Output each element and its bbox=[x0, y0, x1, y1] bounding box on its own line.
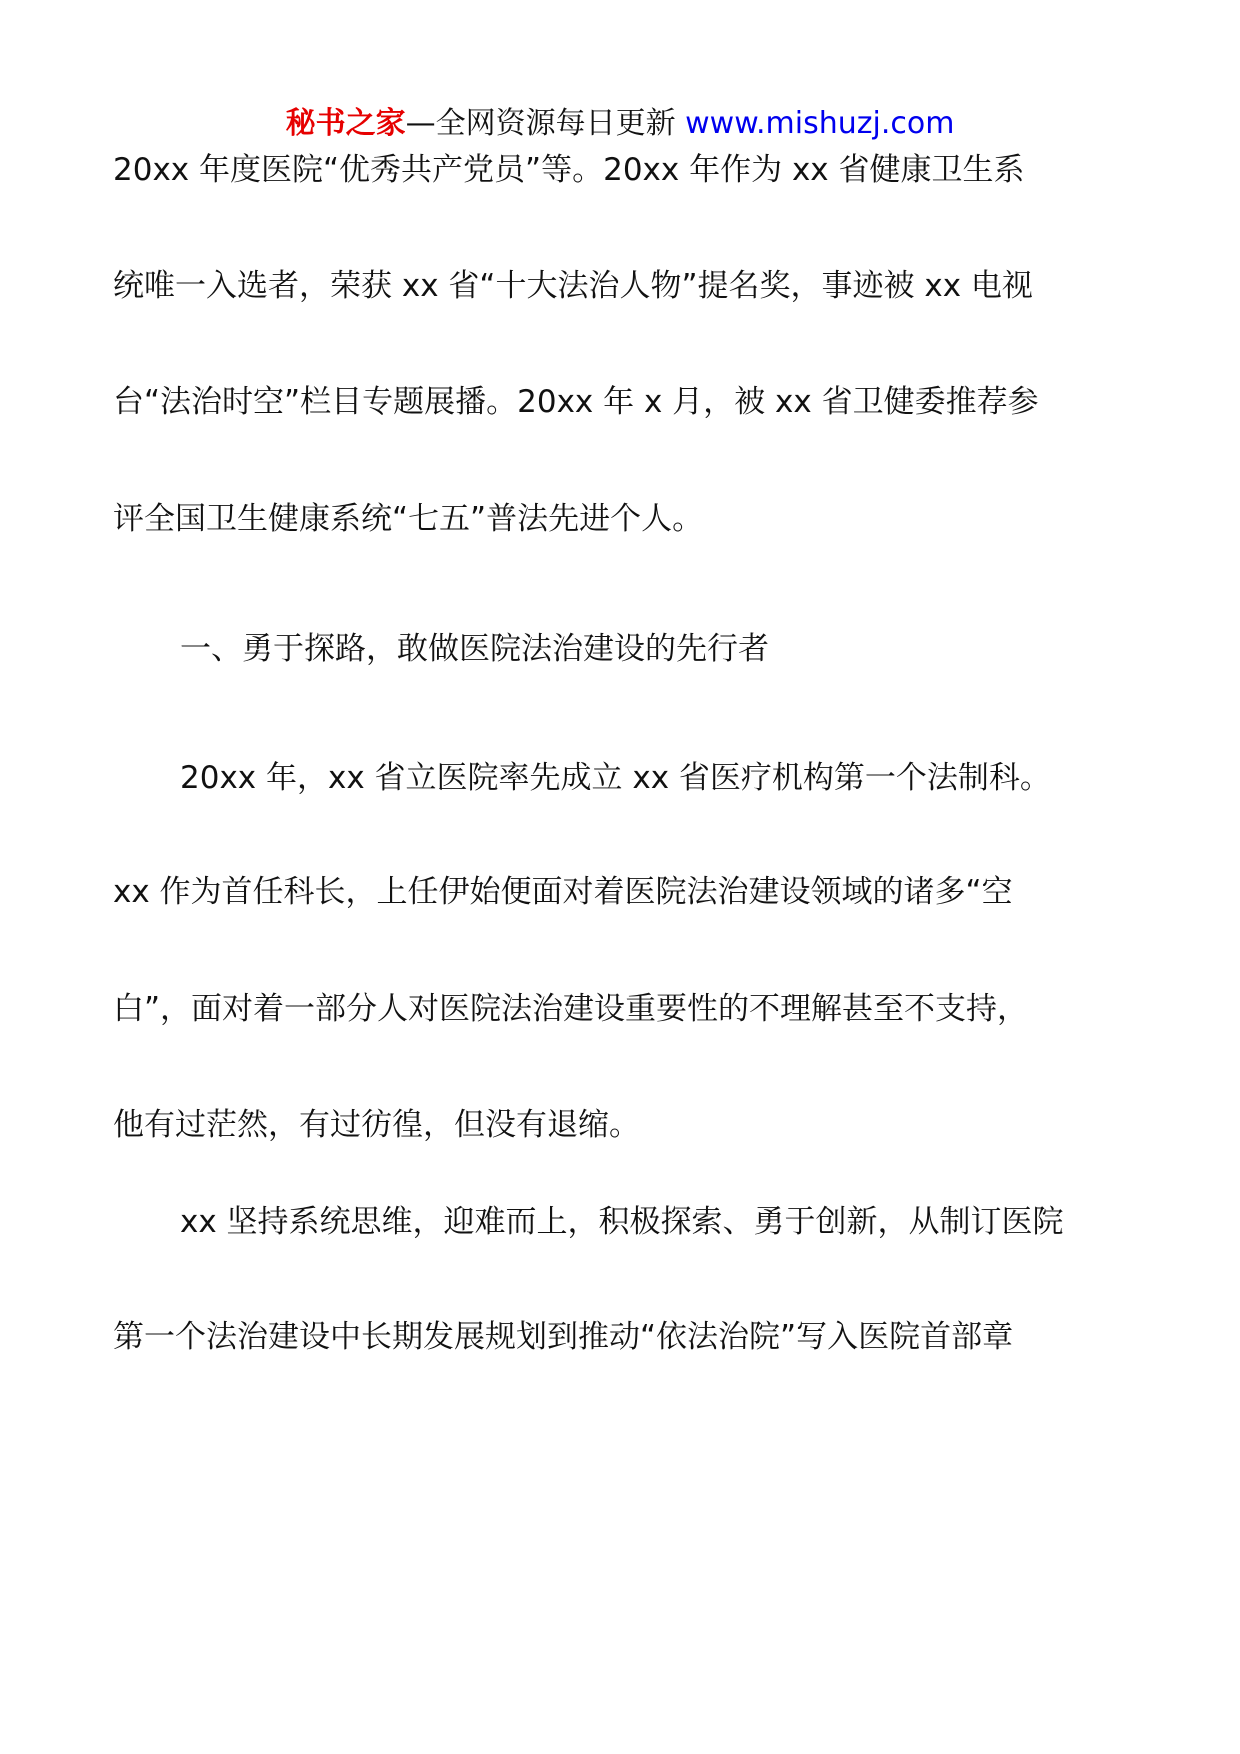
paragraph-line: xx 作为首任科长，上任伊始便面对着医院法治建设领域的诸多“空 bbox=[113, 874, 1013, 910]
site-url-link[interactable]: www.mishuzj.com bbox=[685, 106, 955, 141]
section-heading: 一、勇于探路，敢做医院法治建设的先行者 bbox=[180, 631, 769, 667]
site-tagline: —全网资源每日更新 bbox=[405, 106, 686, 141]
paragraph-line: 评全国卫生健康系统“七五”普法先进个人。 bbox=[113, 501, 704, 537]
paragraph-line: 统唯一入选者，荣获 xx 省“十大法治人物”提名奖，事迹被 xx 电视 bbox=[113, 268, 1033, 304]
site-brand: 秘书之家 bbox=[285, 106, 406, 141]
paragraph-line: 第一个法治建设中长期发展规划到推动“依法治院”写入医院首部章 bbox=[113, 1319, 1014, 1355]
paragraph-line: 他有过茫然，有过彷徨，但没有退缩。 bbox=[113, 1107, 640, 1143]
paragraph-line: 白”，面对着一部分人对医院法治建设重要性的不理解甚至不支持， bbox=[113, 991, 1029, 1027]
site-header bbox=[0, 104, 1240, 144]
paragraph-line: 20xx 年，xx 省立医院率先成立 xx 省医疗机构第一个法制科。 bbox=[180, 760, 1051, 796]
paragraph-line: xx 坚持系统思维，迎难而上，积极探索、勇于创新，从制订医院 bbox=[180, 1204, 1064, 1240]
paragraph-line: 台“法治时空”栏目专题展播。20xx 年 x 月，被 xx 省卫健委推荐参 bbox=[113, 384, 1039, 420]
paragraph-line: 20xx 年度医院“优秀共产党员”等。20xx 年作为 xx 省健康卫生系 bbox=[113, 152, 1025, 188]
